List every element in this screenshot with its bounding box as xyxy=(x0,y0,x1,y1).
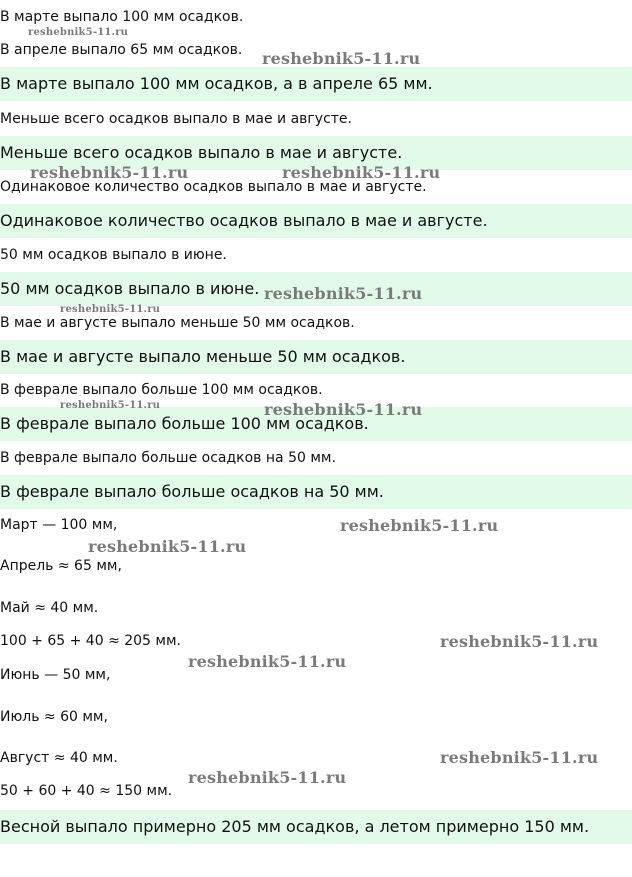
answer-equal-rain: Одинаковое количество осадков выпало в мае и августе. xyxy=(0,211,488,230)
watermark: reshebnik5-11.ru xyxy=(60,400,161,411)
calc-july: Июль ≈ 60 мм, xyxy=(0,709,108,725)
answer-february-difference: В феврале выпало больше осадков на 50 мм. xyxy=(0,482,384,501)
statement-february-more: В феврале выпало больше 100 мм осадков. xyxy=(0,382,323,398)
watermark: reshebnik5-11.ru xyxy=(264,400,423,419)
answer-may-august: В мае и августе выпало меньше 50 мм осадков. xyxy=(0,347,406,366)
calc-march: Март — 100 мм, xyxy=(0,517,118,533)
watermark: reshebnik5-11.ru xyxy=(340,516,499,535)
watermark: reshebnik5-11.ru xyxy=(188,652,347,671)
calc-spring-sum: 100 + 65 + 40 ≈ 205 мм. xyxy=(0,633,181,649)
watermark: reshebnik5-11.ru xyxy=(264,284,423,303)
statement-june: 50 мм осадков выпало в июне. xyxy=(0,247,227,263)
watermark: reshebnik5-11.ru xyxy=(262,49,421,68)
calc-april: Апрель ≈ 65 мм, xyxy=(0,558,122,574)
watermark: reshebnik5-11.ru xyxy=(28,27,129,38)
answer-march-april: В марте выпало 100 мм осадков, а в апреле 65 мм. xyxy=(0,74,433,93)
calc-summer-sum: 50 + 60 + 40 ≈ 150 мм. xyxy=(0,783,173,799)
calc-may: Май ≈ 40 мм. xyxy=(0,600,99,616)
watermark: reshebnik5-11.ru xyxy=(440,632,599,651)
statement-march: В марте выпало 100 мм осадков. xyxy=(0,9,244,25)
statement-february-difference: В феврале выпало больше осадков на 50 мм. xyxy=(0,450,336,466)
answer-february-more: В феврале выпало больше 100 мм осадков. xyxy=(0,414,369,433)
watermark: reshebnik5-11.ru xyxy=(282,163,441,182)
statement-april: В апреле выпало 65 мм осадков. xyxy=(0,42,243,58)
calc-august: Август ≈ 40 мм. xyxy=(0,750,118,766)
answer-june: 50 мм осадков выпало в июне. xyxy=(0,279,260,298)
answer-least-rain: Меньше всего осадков выпало в мае и августе. xyxy=(0,143,403,162)
statement-equal-rain: Одинаковое количество осадков выпало в мае и августе. xyxy=(0,179,427,195)
calc-june: Июнь — 50 мм, xyxy=(0,667,111,683)
watermark: reshebnik5-11.ru xyxy=(88,537,247,556)
statement-least-rain: Меньше всего осадков выпало в мае и августе. xyxy=(0,111,352,127)
watermark: reshebnik5-11.ru xyxy=(60,304,161,315)
watermark: reshebnik5-11.ru xyxy=(440,748,599,767)
final-answer: Весной выпало примерно 205 мм осадков, а летом примерно 150 мм. xyxy=(0,817,590,836)
statement-may-august: В мае и августе выпало меньше 50 мм осадков. xyxy=(0,315,355,331)
watermark: reshebnik5-11.ru xyxy=(188,768,347,787)
watermark: reshebnik5-11.ru xyxy=(30,163,189,182)
